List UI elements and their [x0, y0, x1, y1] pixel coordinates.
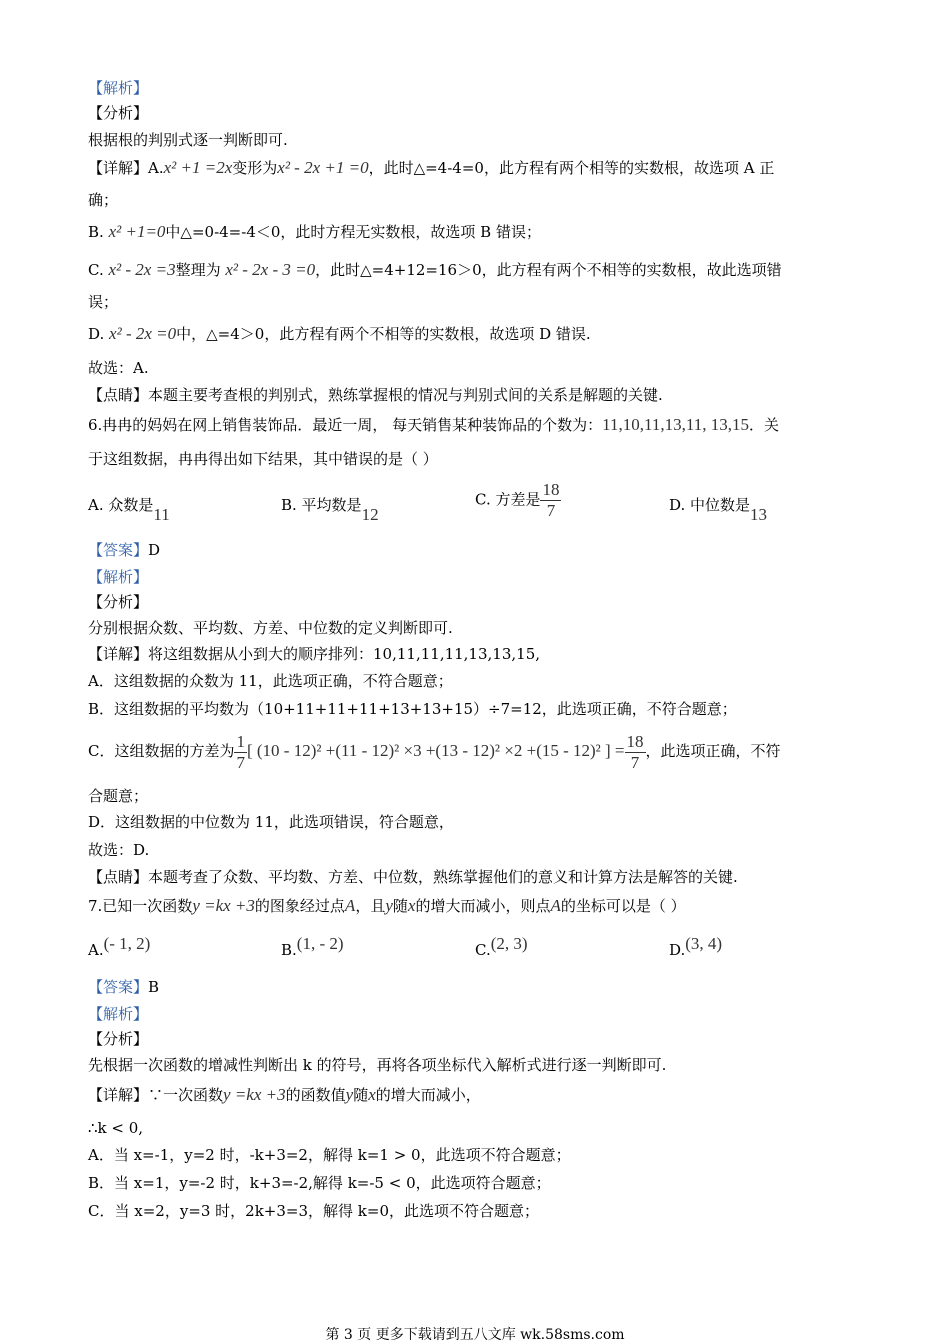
q5-analysis-tag: 【解析】 [88, 79, 149, 97]
q6-detail-c: C．这组数据的方差为 $\frac{1}{7}$ [ (10 - 12)² +(11 - 12)² ×3 +(13 - 12)² ×2 +(15 - 12)² ] = $\frac{18}{7}$ ，此选项正确，不符 [88, 731, 781, 772]
q6-conclusion: 故选：D. [88, 841, 150, 859]
q7-detail: 【详解】∵一次函数y =kx +3的函数值y随x的增大而减小， [88, 1085, 481, 1104]
q6-option-c[interactable]: C. 方差是 $\frac{18}{7}$ [475, 480, 560, 520]
q6-analysis-tag: 【解析】 [88, 568, 149, 586]
q5-detail-c-wrap: 误； [88, 293, 119, 311]
q7-option-a[interactable]: A.(- 1, 2) [88, 934, 151, 959]
q7-stem: 7.已知一次函数y =kx +3的图象经过点A，且y随x的增大而减小，则点A的坐标可以是（ ） [88, 896, 686, 915]
q5-detail-a-wrap: 确； [88, 191, 119, 209]
q7-option-c[interactable]: C.(2, 3) [475, 934, 528, 959]
q7-option-b[interactable]: B.(1, - 2) [281, 934, 344, 959]
q6-detail-d: D．这组数据的中位数为 11，此选项错误，符合题意， [88, 813, 454, 831]
q6-detail: 【详解】将这组数据从小到大的顺序排列：10,11,11,11,13,13,15, [88, 645, 541, 663]
q7-fenxi-text: 先根据一次函数的增减性判断出 k 的符号，再将各项坐标代入解析式进行逐一判断即可. [88, 1056, 667, 1074]
q7-detail-b: B．当 x=1，y=-2 时，k+3=-2,解得 k=-5 < 0，此选项符合题意； [88, 1174, 551, 1192]
q6-option-a[interactable]: A. 众数是11 [88, 496, 170, 524]
q5-detail-a: 【详解】A.x² +1 =2x变形为x² - 2x +1 =0，此时△=4-4=0，此方程有两个相等的实数根，故选项 A 正 [88, 158, 775, 177]
q6-answer: 【答案】D [88, 541, 161, 559]
q6-option-d[interactable]: D. 中位数是13 [669, 496, 768, 524]
q6-detail-b: B．这组数据的平均数为（10+11+11+11+13+13+15）÷7=12，此选项正确，不符合题意； [88, 700, 737, 718]
fraction: $\frac{18}{7}$ [542, 480, 560, 520]
q5-detail-c: C. x² - 2x =3整理为 x² - 2x - 3 =0，此时△=4+12=16＞0，此方程有两个不相等的实数根，故此选项错 [88, 260, 782, 279]
q7-options [88, 930, 868, 962]
q6-detail-a: A．这组数据的众数为 11，此选项正确，不符合题意； [88, 672, 453, 690]
q6-fenxi-tag: 【分析】 [88, 593, 149, 611]
q5-conclusion: 故选：A. [88, 359, 149, 377]
fraction: $\frac{1}{7}$ [236, 731, 245, 772]
q6-fenxi-text: 分别根据众数、平均数、方差、中位数的定义判断即可. [88, 619, 453, 637]
q7-option-d[interactable]: D.(3, 4) [669, 934, 723, 959]
q7-detail-c: C．当 x=2，y=3 时，2k+3=3，解得 k=0，此选项不符合题意； [88, 1202, 539, 1220]
q6-dianjing: 【点睛】本题考查了众数、平均数、方差、中位数，熟练掌握他们的意义和计算方法是解答的关键. [88, 868, 738, 886]
q5-detail-b: B. x² +1=0中△=0-4=-4＜0，此时方程无实数根，故选项 B 错误； [88, 222, 541, 241]
q6-options [88, 478, 868, 528]
q5-fenxi-text: 根据根的判别式逐一判断即可. [88, 131, 288, 149]
q6-stem-line2: 于这组数据，冉冉得出如下结果，其中错误的是（ ） [88, 450, 438, 468]
q6-option-b[interactable]: B. 平均数是12 [281, 496, 379, 524]
q5-dianjing: 【点睛】本题主要考查根的判别式，熟练掌握根的情况与判别式间的关系是解题的关键. [88, 386, 663, 404]
q7-detail-k: ∴k < 0, [88, 1119, 144, 1137]
q6-stem-line1: 6.冉冉的妈妈在网上销售装饰品．最近一周， 每天销售某种装饰品的个数为：11,10,11,13,11, 13,15．关 [88, 415, 779, 434]
q5-detail-d: D. x² - 2x =0中，△=4＞0，此方程有两个不相等的实数根，故选项 D 错误. [88, 324, 591, 343]
q6-detail-c-wrap: 合题意； [88, 787, 149, 805]
fraction: $\frac{18}{7}$ [626, 731, 644, 772]
q7-analysis-tag: 【解析】 [88, 1005, 149, 1023]
page-footer: 第 3 页 更多下载请到五八文库 wk.58sms.com [325, 1327, 625, 1343]
q7-fenxi-tag: 【分析】 [88, 1030, 149, 1048]
q7-answer: 【答案】B [88, 978, 160, 996]
q7-detail-a: A．当 x=-1，y=2 时，-k+3=2，解得 k=1 > 0，此选项不符合题意； [88, 1146, 571, 1164]
q5-fenxi-tag: 【分析】 [88, 104, 149, 122]
